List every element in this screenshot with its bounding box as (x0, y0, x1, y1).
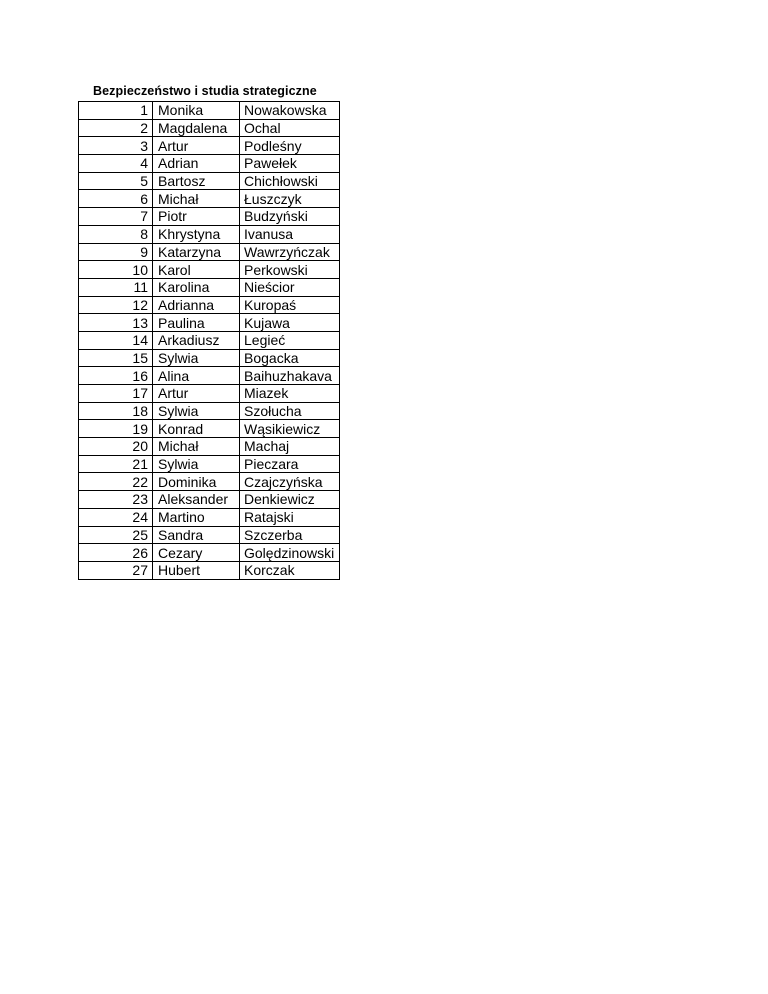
roster-row (79, 137, 340, 155)
row-number: 7 (79, 208, 153, 226)
last-name-cell: Miazek (240, 385, 340, 403)
roster-row (79, 119, 340, 137)
first-name-cell: Magdalena (153, 119, 240, 137)
roster-row (79, 190, 340, 208)
roster-row (79, 402, 340, 420)
row-number: 14 (79, 331, 153, 349)
last-name-cell: Budzyński (240, 208, 340, 226)
roster-row (79, 278, 340, 296)
roster-row (79, 102, 340, 120)
last-name-cell: Pawełek (240, 155, 340, 173)
document-title: Bezpieczeństwo i studia strategiczne (93, 84, 317, 98)
last-name-cell: Pieczara (240, 455, 340, 473)
row-number: 21 (79, 455, 153, 473)
row-number: 3 (79, 137, 153, 155)
roster-row (79, 349, 340, 367)
roster-row (79, 261, 340, 279)
roster-row (79, 473, 340, 491)
last-name-cell: Ivanusa (240, 225, 340, 243)
row-number: 6 (79, 190, 153, 208)
row-number: 25 (79, 526, 153, 544)
row-number: 5 (79, 172, 153, 190)
roster-row (79, 526, 340, 544)
roster-row (79, 225, 340, 243)
row-number: 9 (79, 243, 153, 261)
row-number: 24 (79, 508, 153, 526)
last-name-cell: Korczak (240, 561, 340, 579)
first-name-cell: Artur (153, 385, 240, 403)
first-name-cell: Bartosz (153, 172, 240, 190)
row-number: 23 (79, 491, 153, 509)
last-name-cell: Machaj (240, 438, 340, 456)
last-name-cell: Golędzinowski (240, 544, 340, 562)
roster-row (79, 314, 340, 332)
last-name-cell: Wawrzyńczak (240, 243, 340, 261)
roster-row (79, 385, 340, 403)
row-number: 15 (79, 349, 153, 367)
last-name-cell: Chichłowski (240, 172, 340, 190)
first-name-cell: Michał (153, 438, 240, 456)
first-name-cell: Sylwia (153, 402, 240, 420)
roster-body (79, 102, 340, 580)
row-number: 1 (79, 102, 153, 120)
last-name-cell: Kuropaś (240, 296, 340, 314)
last-name-cell: Kujawa (240, 314, 340, 332)
roster-row (79, 208, 340, 226)
row-number: 26 (79, 544, 153, 562)
last-name-cell: Szczerba (240, 526, 340, 544)
student-roster-table (78, 101, 340, 580)
first-name-cell: Alina (153, 367, 240, 385)
first-name-cell: Adrianna (153, 296, 240, 314)
roster-row (79, 420, 340, 438)
first-name-cell: Karol (153, 261, 240, 279)
last-name-cell: Szołucha (240, 402, 340, 420)
row-number: 8 (79, 225, 153, 243)
row-number: 11 (79, 278, 153, 296)
last-name-cell: Czajczyńska (240, 473, 340, 491)
last-name-cell: Ratajski (240, 508, 340, 526)
first-name-cell: Martino (153, 508, 240, 526)
first-name-cell: Khrystyna (153, 225, 240, 243)
first-name-cell: Konrad (153, 420, 240, 438)
row-number: 10 (79, 261, 153, 279)
last-name-cell: Łuszczyk (240, 190, 340, 208)
first-name-cell: Aleksander (153, 491, 240, 509)
last-name-cell: Wąsikiewicz (240, 420, 340, 438)
roster-row (79, 561, 340, 579)
row-number: 18 (79, 402, 153, 420)
last-name-cell: Perkowski (240, 261, 340, 279)
first-name-cell: Piotr (153, 208, 240, 226)
last-name-cell: Baihuzhakava (240, 367, 340, 385)
row-number: 20 (79, 438, 153, 456)
row-number: 2 (79, 119, 153, 137)
last-name-cell: Nieścior (240, 278, 340, 296)
first-name-cell: Karolina (153, 278, 240, 296)
first-name-cell: Michał (153, 190, 240, 208)
first-name-cell: Monika (153, 102, 240, 120)
first-name-cell: Hubert (153, 561, 240, 579)
row-number: 4 (79, 155, 153, 173)
first-name-cell: Dominika (153, 473, 240, 491)
row-number: 22 (79, 473, 153, 491)
first-name-cell: Arkadiusz (153, 331, 240, 349)
row-number: 12 (79, 296, 153, 314)
last-name-cell: Nowakowska (240, 102, 340, 120)
roster-row (79, 438, 340, 456)
first-name-cell: Katarzyna (153, 243, 240, 261)
first-name-cell: Paulina (153, 314, 240, 332)
last-name-cell: Ochal (240, 119, 340, 137)
row-number: 13 (79, 314, 153, 332)
last-name-cell: Denkiewicz (240, 491, 340, 509)
first-name-cell: Sylwia (153, 349, 240, 367)
row-number: 27 (79, 561, 153, 579)
first-name-cell: Adrian (153, 155, 240, 173)
roster-row (79, 508, 340, 526)
first-name-cell: Sandra (153, 526, 240, 544)
roster-row (79, 544, 340, 562)
roster-row (79, 296, 340, 314)
roster-row (79, 455, 340, 473)
roster-row (79, 155, 340, 173)
roster-row (79, 243, 340, 261)
first-name-cell: Sylwia (153, 455, 240, 473)
last-name-cell: Podleśny (240, 137, 340, 155)
first-name-cell: Cezary (153, 544, 240, 562)
roster-row (79, 172, 340, 190)
last-name-cell: Bogacka (240, 349, 340, 367)
first-name-cell: Artur (153, 137, 240, 155)
roster-row (79, 331, 340, 349)
row-number: 17 (79, 385, 153, 403)
roster-row (79, 491, 340, 509)
last-name-cell: Legieć (240, 331, 340, 349)
roster-row (79, 367, 340, 385)
row-number: 16 (79, 367, 153, 385)
row-number: 19 (79, 420, 153, 438)
